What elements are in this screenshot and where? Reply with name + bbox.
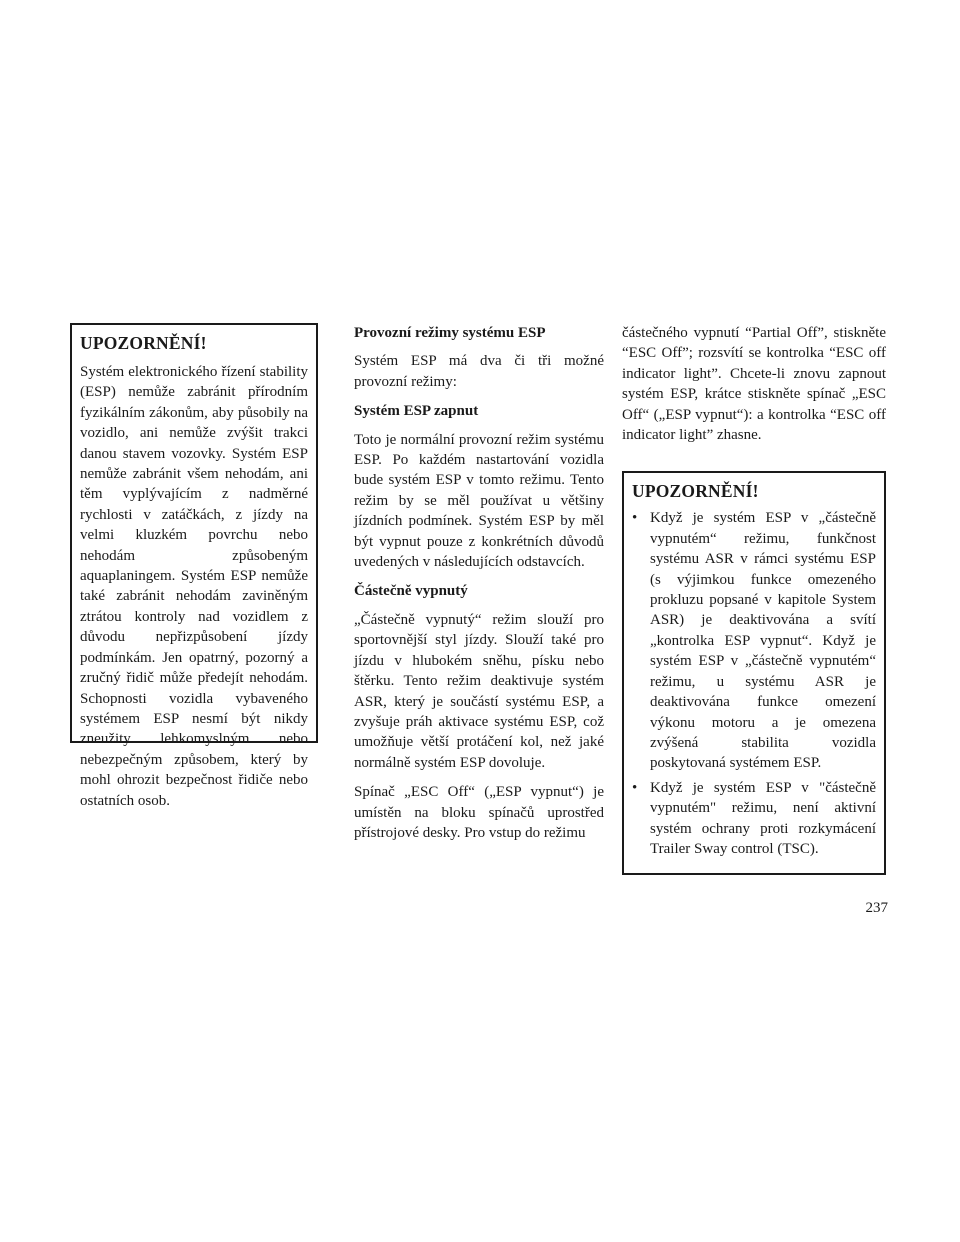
section-intro: Systém ESP má dva či tři možné provozní režimy:: [354, 353, 604, 390]
warning-text: Systém elektronického řízení stability (ESP) nemůže zabránit přírodním fyzikálním zákonům, aby působily na vozidlo, ani nemůže zvýšit trakci danou stavem vozovky. Systém ESP nemůže zabránit všem nehodám, ani těm vyplývajícím z nadměrné rychlosti v zatáčkách, z jízdy na velmi kluzkém povrchu nebo nehodám způsobeným aquaplaningem. Systém ESP nemůže také zabránit nehodám zaviněným ztrátou kontroly nad vozidlem z důvodu nepřizpůsobení jízdy podmínkám. Jen opatrný, pozorný a zručný řidič může předejít nehodám. Schopnosti vozidla vybaveného systémem ESP nesmí být nikdy zneužity lehkomyslným nebo nebezpečným způsobem, který by mohl ohrozit bezpečnost řidiče nebo ostatních osob.: [80, 364, 308, 809]
page-number: 237: [865, 900, 888, 916]
mode-partial-heading: Částečně vypnutý: [354, 583, 468, 600]
warning-item-text: Když je systém ESP v "částečně vypnutém" režimu, není aktivní systém ochrany proti rozkymácení Trailer Sway control (TSC).: [650, 779, 876, 857]
warning-list: [632, 508, 876, 859]
middle-column: [354, 323, 604, 852]
bullet-icon: •: [632, 779, 638, 796]
warning-list-item: [632, 508, 876, 773]
switch-text: Spínač „ESC Off“ („ESP vypnut“) je umístěn na bloku spínačů uprostřed přístrojové desky. Pro vstup do režimu: [354, 784, 604, 841]
mode-on-text: Toto je normální provozní režim systému ESP. Po každém nastartování vozidla bude systém ESP v tomto režimu. Tento režim by se měl používat u většiny jízdních podmínek. Systém ESP by měl být vypnut pouze z konkrétních důvodů uvedených v následujících odstavcích.: [354, 431, 604, 571]
mode-partial-text: „Částečně vypnutý“ režim slouží pro sportovnější styl jízdy. Slouží také pro jízdu v hlubokém sněhu, písku nebo štěrku. Tento režim deaktivuje systém ASR, který je součástí systému ESP, a zvyšuje práh aktivace systému ESP, což umožňuje větší protáčení kol, než jaké normálně systém ESP dovoluje.: [354, 611, 604, 771]
mode-on-heading: Systém ESP zapnut: [354, 403, 479, 420]
warning-box: [70, 323, 318, 809]
warning-list-item: [632, 778, 876, 860]
section-heading: Provozní režimy systému ESP: [354, 325, 546, 341]
left-column: [70, 323, 318, 809]
warning-box-2: [622, 471, 886, 875]
bullet-icon: •: [632, 510, 638, 527]
warning-item-text: Když je systém ESP v „částečně vypnutém“ režimu, funkčnost systému ASR v rámci systému ESP (s výjimkou funkce omezeného prokluzu popsané v kapitole System ASR) je deaktivována a svítí „kontrolka ESP vypnut“. Když je systém ESP v „částečně vypnutém“ režimu, u systému ASR je deaktivována funkce omezení výkonu motoru a je omezena zvýšená stabilita vozidla poskytovaná systémem ESP.: [650, 510, 876, 772]
warning-title-2: UPOZORNĚNÍ!: [632, 481, 759, 502]
right-column: [622, 323, 886, 875]
warning-title: UPOZORNĚNÍ!: [80, 333, 207, 353]
switch-text-continued: částečného vypnutí “Partial Off”, stiskněte “ESC Off”; rozsvítí se kontrolka “ESC off indicator light”. Chcete-li znovu zapnout systém ESP, krátce stiskněte spínač „ESC Off“ („ESP vypnut“): a kontrolka “ESC off indicator light” zhasne.: [622, 325, 886, 444]
